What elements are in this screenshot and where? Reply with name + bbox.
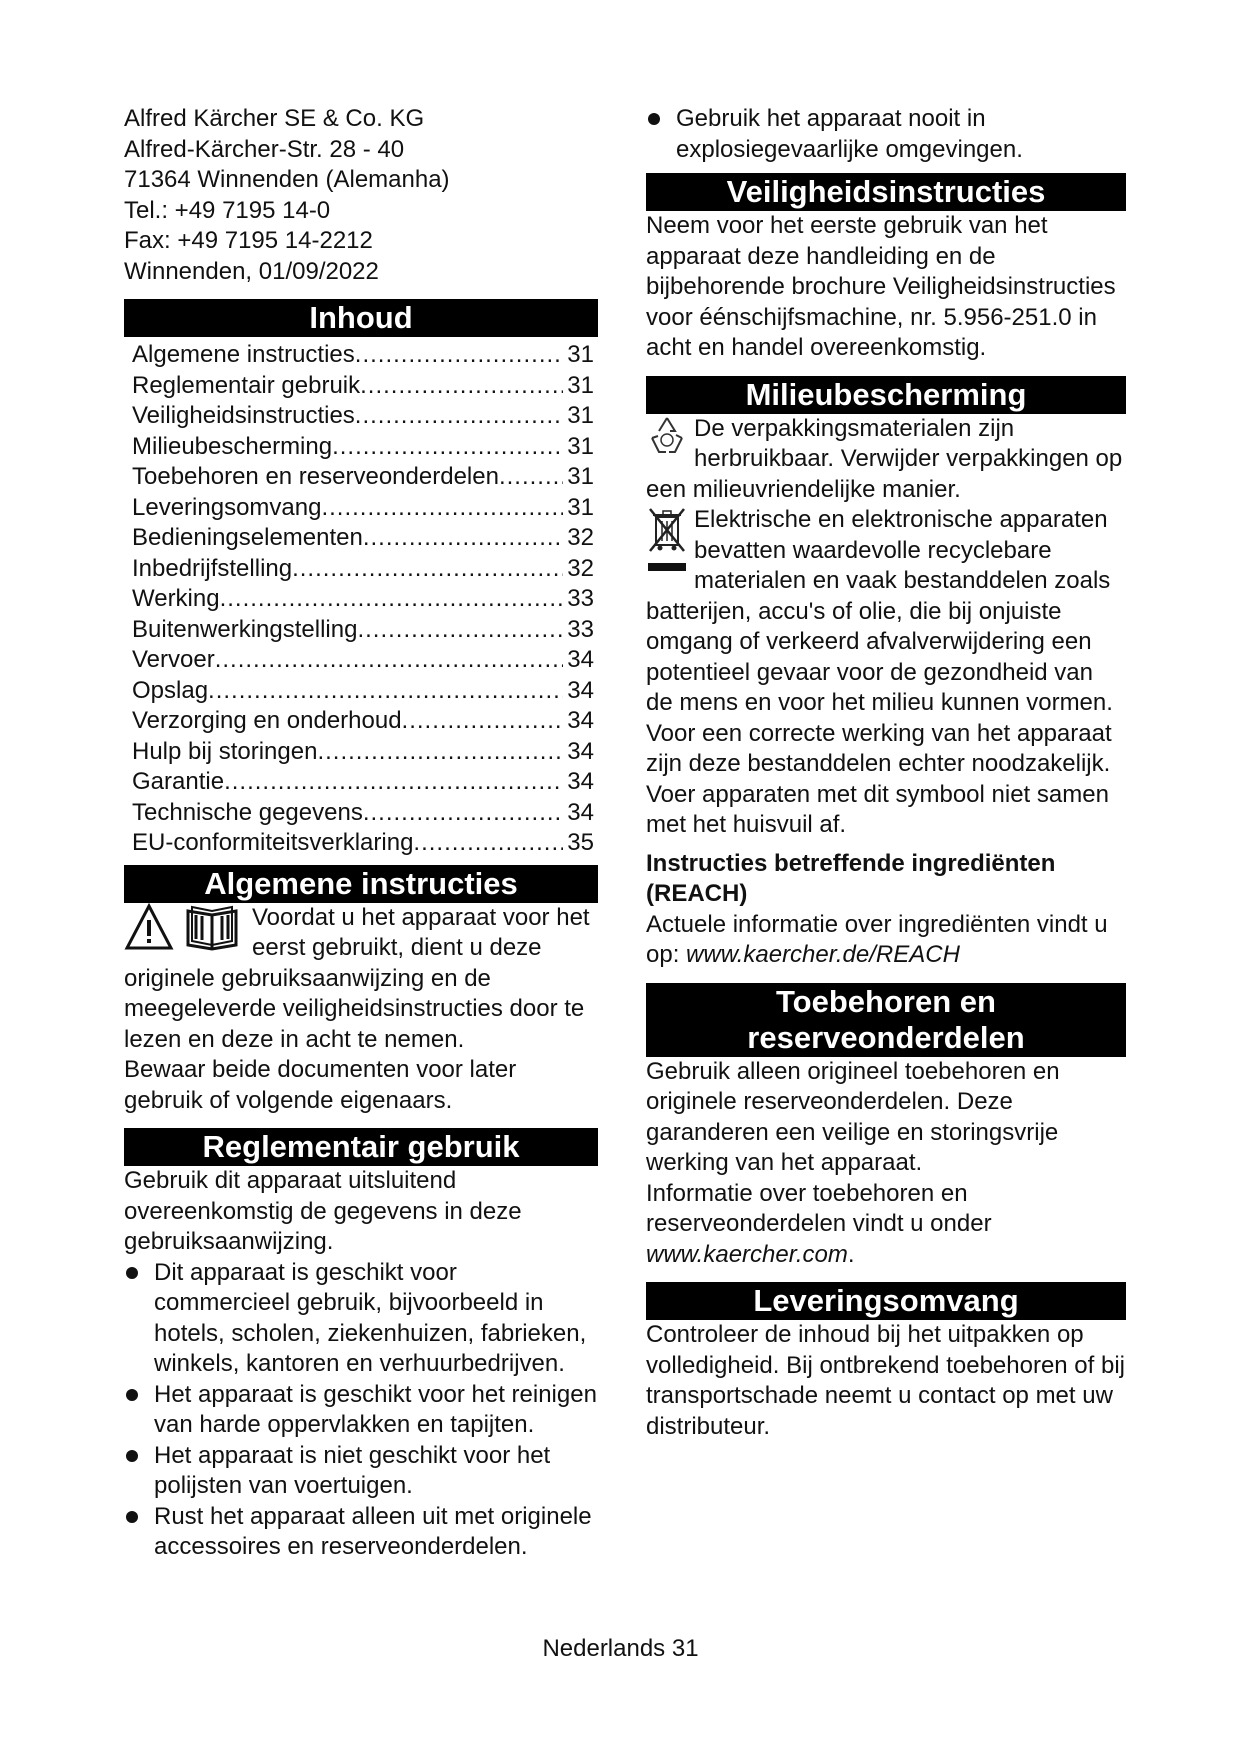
toc-entry-page: 32	[567, 524, 594, 551]
toc-entry-page: 31	[567, 463, 594, 490]
toc-entry-title: Leveringsomvang	[132, 493, 322, 521]
page-footer	[0, 1634, 1241, 1665]
toc-entry-title: Inbedrijfstelling	[132, 554, 293, 582]
toc-entry[interactable]	[132, 554, 594, 585]
toc-entry[interactable]	[132, 462, 594, 493]
toc-entry[interactable]	[132, 523, 594, 554]
toc-leader-dots	[292, 554, 563, 585]
toc-entry-page: 34	[567, 737, 594, 765]
toc-entry[interactable]	[132, 798, 594, 829]
toc-entry[interactable]	[132, 767, 594, 798]
veiligheid-text: Neem voor het eerste gebruik van het apparaat deze handleiding en de bijbehorende brochure Veiligheidsinstructies voor éénschijfsmachine, nr. 5.956-251.0 in acht en handel overeenkomstig.	[646, 212, 1116, 361]
toc-entry-title: Algemene instructies	[132, 341, 355, 368]
algemeen-paragraph-2: Bewaar beide documenten voor later gebruik of volgende eigenaars.	[124, 1056, 517, 1114]
address-block	[124, 104, 598, 287]
levering-text: Controleer de inhoud bij het uitpakken op volledigheid. Bij ontbrekend toebehoren of bij transportschade neemt u contact op met uw distributeur.	[646, 1321, 1126, 1440]
list-item: Gebruik het apparaat nooit in explosiegevaarlijke omgevingen.	[646, 104, 1126, 165]
toc-entry-title: Technische gegevens	[132, 798, 363, 826]
toc-entry-page: 34	[567, 707, 594, 734]
toc-leader-dots	[355, 340, 564, 371]
toc-leader-dots	[220, 584, 564, 615]
address-tel: Tel.: +49 7195 14-0	[124, 196, 331, 224]
toc-entry-page: 31	[567, 341, 594, 368]
toebehoren-heading: Toebehoren en reserveonderdelen	[646, 983, 1126, 1057]
address-company: Alfred Kärcher SE & Co. KG	[124, 105, 425, 132]
toc-leader-dots	[413, 828, 563, 859]
toc-leader-dots	[357, 615, 563, 646]
toc-leader-dots	[224, 767, 563, 798]
toebehoren-paragraph-1: Gebruik alleen origineel toebehoren en originele reserveonderdelen. Deze garanderen een veilige en storingsvrije werking van het apparaat.	[646, 1057, 1060, 1176]
algemeen-body	[124, 903, 598, 1056]
toc-entry[interactable]	[132, 340, 594, 371]
milieu-packaging	[646, 414, 1126, 506]
toc-entry-page: 32	[567, 554, 594, 582]
address-city: 71364 Winnenden (Alemanha)	[124, 166, 450, 193]
toc-entry[interactable]	[132, 584, 594, 615]
kaercher-link[interactable]: www.kaercher.com	[646, 1240, 848, 1268]
crossed-bin-icon	[646, 505, 688, 584]
toc-entry-title: Werking	[132, 585, 220, 612]
recycle-icon	[646, 414, 688, 467]
toc-leader-dots	[360, 371, 563, 402]
toc-entry-page: 33	[567, 585, 594, 612]
algemeen-heading: Algemene instructies	[124, 865, 598, 903]
toc-leader-dots	[321, 493, 563, 524]
milieu-paragraph-1: De verpakkingsmaterialen zijn herbruikbaar. Verwijder verpakkingen op een milieuvriendelijke manier.	[646, 414, 1123, 503]
manual-book-icon	[184, 903, 240, 960]
toc-entry-title: Veiligheidsinstructies	[132, 402, 355, 429]
toc-entry-page: 31	[567, 371, 594, 399]
toc-leader-dots	[355, 401, 564, 432]
toebehoren-p2-text: Informatie over toebehoren en reserveonderdelen vindt u onder	[646, 1179, 992, 1237]
toc-entry-title: Hulp bij storingen	[132, 737, 318, 765]
reglementair-bullet-list	[124, 1258, 598, 1563]
reglementair-heading: Reglementair gebruik	[124, 1128, 598, 1166]
table-of-contents	[124, 340, 598, 859]
toc-entry-title: Verzorging en onderhoud	[132, 707, 402, 734]
toc-leader-dots	[402, 706, 564, 737]
toc-entry-page: 34	[567, 646, 594, 673]
toc-entry[interactable]	[132, 828, 594, 859]
list-item: Het apparaat is niet geschikt voor het polijsten van voertuigen.	[124, 1441, 598, 1502]
toc-entry[interactable]	[132, 645, 594, 676]
toc-entry-title: Opslag	[132, 676, 209, 704]
toc-entry-page: 31	[567, 493, 594, 521]
address-date: Winnenden, 01/09/2022	[124, 257, 379, 285]
reglementair-bullet-continued	[646, 104, 1126, 165]
toc-entry-page: 31	[567, 432, 594, 460]
reglementair-intro: Gebruik dit apparaat uitsluitend overeenkomstig de gegevens in deze gebruiksaanwijzing.	[124, 1167, 522, 1255]
reach-link[interactable]: www.kaercher.de/REACH	[686, 941, 960, 968]
list-item: Rust het apparaat alleen uit met originele accessoires en reserveonderdelen.	[124, 1502, 598, 1563]
toc-leader-dots	[215, 645, 564, 676]
toc-entry[interactable]	[132, 432, 594, 463]
address-fax: Fax: +49 7195 14-2212	[124, 227, 373, 254]
toc-leader-dots	[208, 676, 563, 707]
list-item: Het apparaat is geschikt voor het reinigen van harde oppervlakken en tapijten.	[124, 1380, 598, 1441]
levering-heading: Leveringsomvang	[646, 1282, 1126, 1320]
toc-leader-dots	[499, 462, 563, 493]
toc-entry-title: Toebehoren en reserveonderdelen	[132, 463, 499, 490]
toc-entry-title: Buitenwerkingstelling	[132, 615, 358, 643]
toc-entry-page: 31	[567, 402, 594, 429]
toc-entry-title: Garantie	[132, 768, 225, 795]
toc-entry-title: Vervoer	[132, 646, 215, 673]
reach-heading: Instructies betreffende ingrediënten (REACH)	[646, 849, 1056, 907]
veiligheid-heading: Veiligheidsinstructies	[646, 173, 1126, 211]
toc-entry-page: 34	[567, 676, 594, 704]
reach-text	[646, 910, 1126, 971]
toc-entry-page: 34	[567, 768, 594, 795]
toc-entry-title: Bedieningselementen	[132, 524, 363, 551]
toc-entry-title: Reglementair gebruik	[132, 371, 361, 399]
toc-entry[interactable]	[132, 615, 594, 646]
toc-entry-page: 35	[567, 829, 594, 856]
toc-heading: Inhoud	[124, 299, 598, 337]
toc-entry[interactable]	[132, 706, 594, 737]
toc-entry[interactable]	[132, 737, 594, 768]
toc-entry[interactable]	[132, 371, 594, 402]
toc-entry[interactable]	[132, 493, 594, 524]
right-column	[646, 104, 1126, 1442]
toc-entry-title: Milieubescherming	[132, 432, 333, 460]
toc-entry-title: EU-conformiteitsverklaring	[132, 829, 414, 856]
milieu-paragraph-2: Elektrische en elektronische apparaten bevatten waardevolle recyclebare materialen en vaak bestanddelen zoals batterijen, accu's of olie, die bij onjuiste omgang of verkeerd afvalverwijdering een potentieel gevaar voor de gezondheid van de mens en voor het milieu kunnen vormen. Voor een correcte werking van het apparaat zijn deze bestanddelen echter noodzakelijk. Voer apparaten met dit symbool niet samen met het huisvuil af.	[646, 506, 1113, 838]
left-column	[124, 104, 598, 1563]
toc-leader-dots	[363, 798, 563, 829]
toc-leader-dots	[363, 523, 563, 554]
page-number: 31	[671, 1635, 699, 1662]
list-item: Dit apparaat is geschikt voor commercieel gebruik, bijvoorbeeld in hotels, scholen, ziekenhuizen, fabrieken, winkels, kantoren en verhuurbedrijven.	[124, 1258, 598, 1380]
toc-leader-dots	[317, 737, 563, 768]
toebehoren-paragraph-2	[646, 1179, 1126, 1271]
warning-icon	[124, 903, 174, 960]
reach-text-label: Actuele informatie over ingrediënten vindt u op:	[646, 910, 1108, 968]
address-street: Alfred-Kärcher-Str. 28 - 40	[124, 135, 405, 163]
footer-language: Nederlands	[542, 1635, 666, 1662]
toc-entry-page: 34	[567, 798, 594, 826]
toc-entry[interactable]	[132, 676, 594, 707]
toc-leader-dots	[332, 432, 563, 463]
milieu-electronics	[646, 505, 1126, 841]
toebehoren-p2-end: .	[847, 1240, 855, 1268]
milieu-heading: Milieubescherming	[646, 376, 1126, 414]
toc-entry[interactable]	[132, 401, 594, 432]
toc-entry-page: 33	[567, 615, 594, 643]
algemeen-paragraph-1: Voordat u het apparaat voor het eerst gebruikt, dient u deze originele gebruiksaanwijzing en de meegeleverde veiligheidsinstructies door te lezen en deze in acht te nemen.	[124, 903, 590, 1053]
